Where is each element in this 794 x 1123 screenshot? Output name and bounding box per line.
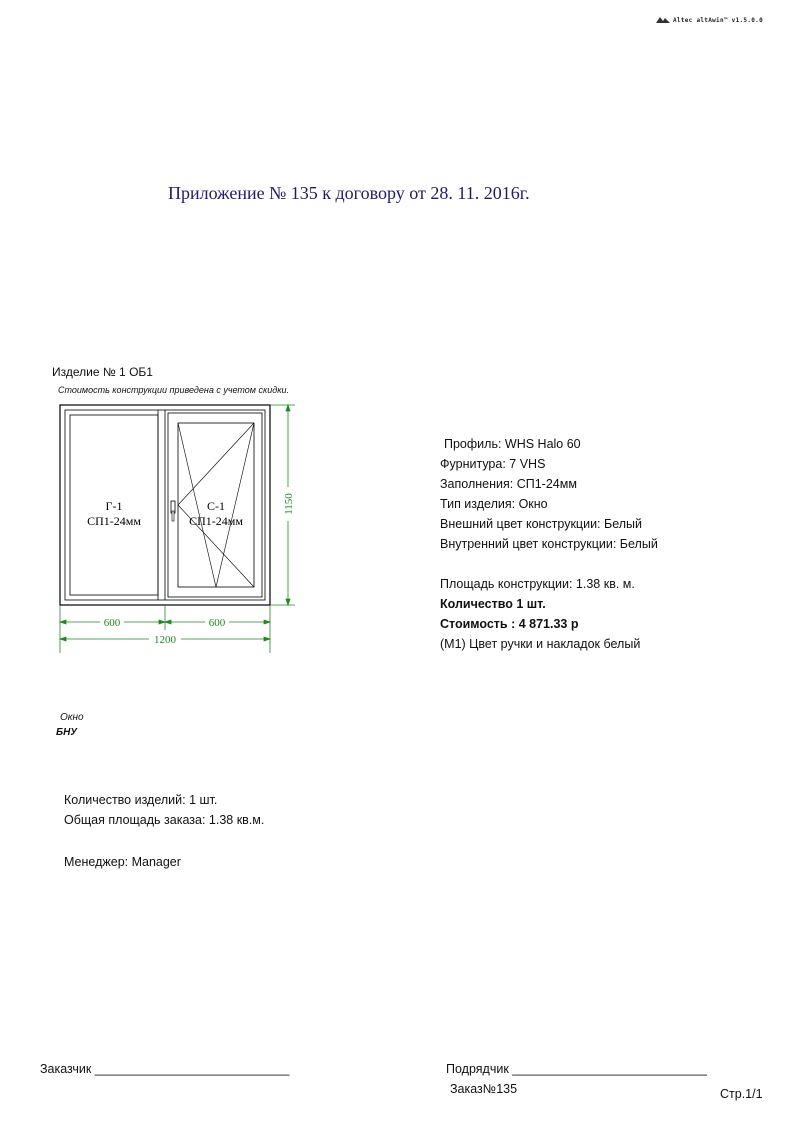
profile: Профиль: WHS Halo 60 — [444, 437, 581, 451]
item-caption-code: БНУ — [56, 727, 78, 738]
dim-total-text: 1200 — [154, 634, 176, 646]
option: (М1) Цвет ручки и накладок белый — [440, 637, 641, 651]
dim-height-text: 1150 — [283, 493, 295, 515]
area: Площадь конструкции: 1.38 кв. м. — [440, 577, 635, 591]
customer-signature: Заказчик ____________________________ — [40, 1062, 290, 1076]
altec-logo-icon — [656, 16, 670, 25]
hardware: Фурнитура: 7 VHS — [440, 457, 546, 471]
filling: Заполнения: СП1-24мм — [440, 477, 577, 491]
discount-note: Стоимость конструкции приведена с учетом скидки. — [58, 385, 289, 395]
item-caption: Окно — [60, 712, 84, 723]
left-sash-fill: СП1-24мм — [87, 514, 141, 528]
inner-color: Внутренний цвет конструкции: Белый — [440, 537, 658, 551]
contractor-signature: Подрядчик ____________________________ — [446, 1062, 707, 1076]
software-brand — [656, 16, 763, 25]
document-title: Приложение № 135 к договору от 28. 11. 2016г. — [168, 183, 530, 203]
total-area: Общая площадь заказа: 1.38 кв.м. — [64, 813, 265, 827]
page-number: Стр.1/1 — [720, 1087, 763, 1101]
window-drawing — [50, 395, 300, 660]
outer-color: Внешний цвет конструкции: Белый — [440, 517, 642, 531]
order-number: Заказ№135 — [450, 1082, 518, 1096]
item-properties — [440, 434, 658, 654]
brand-text: Altec altAwin™ v1.5.0.0 — [673, 17, 763, 24]
manager: Менеджер: Manager — [64, 855, 181, 869]
order-summary — [64, 790, 264, 830]
items-count: Количество изделий: 1 шт. — [64, 793, 218, 807]
item-type: Тип изделия: Окно — [440, 497, 548, 511]
item-title: Изделие № 1 ОБ1 — [52, 365, 153, 379]
quantity: Количество 1 шт. — [440, 597, 546, 611]
left-sash-label: Г-1 — [105, 499, 123, 513]
cost: Стоимость : 4 871.33 р — [440, 617, 579, 631]
right-sash-label: С-1 — [207, 499, 225, 513]
right-sash-fill: СП1-24мм — [189, 514, 243, 528]
dim-right-text: 600 — [208, 617, 226, 629]
dim-left-text: 600 — [103, 617, 121, 629]
